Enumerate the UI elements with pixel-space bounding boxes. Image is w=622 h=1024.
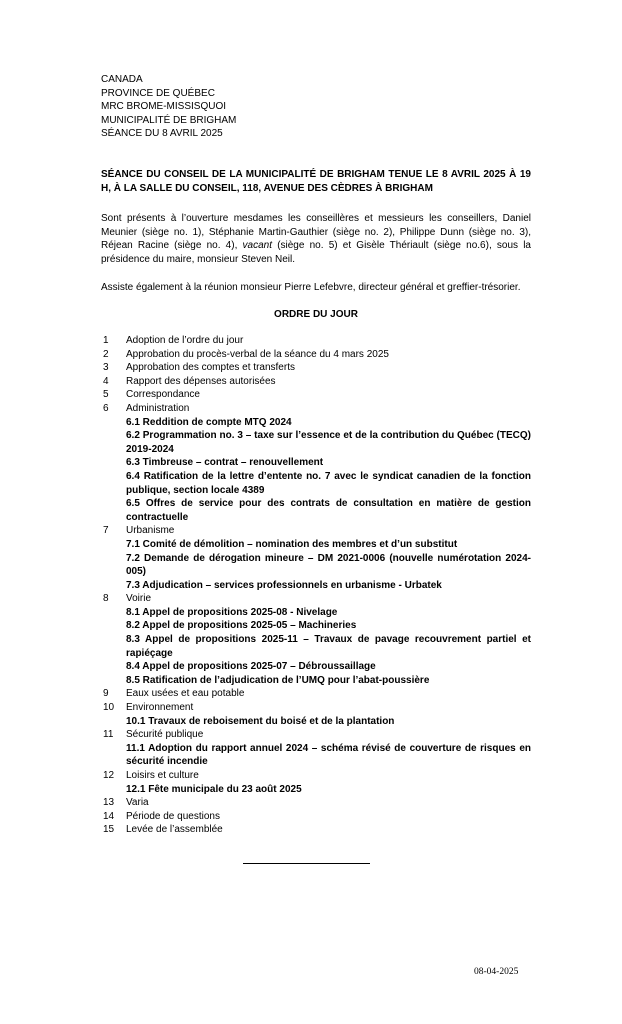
agenda-item [101, 810, 531, 824]
header-line: MUNICIPALITÉ DE BRIGHAM [101, 114, 237, 126]
agenda-item-number: 13 [103, 797, 115, 809]
agenda-item [101, 361, 531, 375]
agenda-item-number: 14 [103, 810, 115, 822]
agenda-subitem: 8.1 Appel de propositions 2025-08 - Nivelage [126, 606, 338, 618]
agenda-subitem: 6.4 Ratification de la lettre d’entente no. 7 avec le syndicat canadien de la fonction publique, section locale 4389 [126, 470, 531, 496]
agenda-subitem: 10.1 Travaux de reboisement du boisé et de la plantation [126, 715, 395, 727]
agenda-subitem: 6.2 Programmation no. 3 – taxe sur l’essence et de la contribution du Québec (TECQ) 2019-2024 [126, 430, 531, 455]
presence-text-part1: Sont présents à l’ouverture mesdames les conseillères et messieurs les conseillers, Daniel Meunier (siège no. 1), Stéphanie Martin-Gauthier (siège no. 2), Philippe Dunn (siège no. 3), Réjean Racine (siège no. 4), [101, 213, 531, 252]
document-header [101, 73, 236, 141]
agenda-item-label: Adoption de l’ordre du jour [126, 335, 244, 346]
meeting-title: SÉANCE DU CONSEIL DE LA MUNICIPALITÉ DE BRIGHAM TENUE LE 8 AVRIL 2025 À 19 H, À LA SALLE DU CONSEIL, 118, AVENUE DES CÈDRES À BRIGHAM [101, 169, 531, 194]
agenda-item [101, 687, 531, 701]
agenda-item-label: Levée de l’assemblée [126, 824, 223, 836]
header-line: CANADA [101, 74, 143, 85]
agenda-item [101, 334, 531, 348]
agenda-item [101, 701, 531, 728]
header-line: PROVINCE DE QUÉBEC [101, 87, 215, 99]
agenda-title: ORDRE DU JOUR [274, 309, 358, 320]
header-line: MRC BROME-MISSISQUOI [101, 101, 227, 113]
agenda-subitem: 8.4 Appel de propositions 2025-07 – Débroussaillage [126, 661, 376, 673]
agenda-item-label: Eaux usées et eau potable [126, 688, 245, 700]
agenda-subitem: 7.3 Adjudication – services professionnels en urbanisme - Urbatek [126, 579, 442, 591]
agenda-item-label: Sécurité publique [126, 729, 204, 741]
agenda-item-number: 7 [103, 525, 109, 537]
agenda-subitem: 12.1 Fête municipale du 23 août 2025 [126, 783, 302, 795]
agenda-subitem: 8.5 Ratification de l’adjudication de l’UMQ pour l’abat-poussière [126, 674, 430, 686]
agenda-item-number: 11 [103, 729, 114, 741]
footer-date: 08-04-2025 [474, 967, 519, 977]
agenda-item-label: Approbation du procès-verbal de la séance du 4 mars 2025 [126, 348, 389, 360]
agenda-item-number: 9 [103, 688, 109, 700]
agenda-item-number: 4 [103, 375, 109, 387]
agenda-item-label: Rapport des dépenses autorisées [126, 375, 276, 387]
agenda-item-label: Voirie [126, 593, 152, 605]
agenda-item-number: 3 [103, 362, 109, 374]
agenda-item [101, 823, 531, 837]
signature-line [243, 863, 370, 864]
agenda-item-label: Correspondance [126, 389, 200, 401]
agenda-item-number: 6 [103, 402, 109, 414]
presence-vacant: vacant [242, 240, 273, 252]
presence-paragraph [101, 212, 531, 266]
agenda-item [101, 348, 531, 362]
agenda-item [101, 524, 531, 592]
agenda-subitem: 6.3 Timbreuse – contrat – renouvellement [126, 457, 324, 469]
agenda-item [101, 796, 531, 810]
agenda-item [101, 728, 531, 769]
agenda-subitem: 7.2 Demande de dérogation mineure – DM 2021-0006 (nouvelle numérotation 2024-005) [126, 552, 531, 578]
presence-text-part2: (siège no. 5) et Gisèle Thériault (siège no.6), sous la présidence du maire, monsieur Steven Neil. [101, 240, 531, 265]
agenda-item [101, 388, 531, 402]
agenda-item-label: Loisirs et culture [126, 770, 199, 781]
agenda-subitem: 6.1 Reddition de compte MTQ 2024 [126, 416, 292, 428]
agenda-item-number: 5 [103, 389, 109, 401]
assistance-paragraph: Assiste également à la réunion monsieur Pierre Lefebvre, directeur général et greffier-trésorier. [101, 282, 521, 293]
header-line: SÉANCE DU 8 AVRIL 2025 [101, 128, 223, 140]
agenda-subitem: 8.2 Appel de propositions 2025-05 – Machineries [126, 620, 357, 632]
agenda-item-label: Varia [126, 797, 149, 809]
agenda-item-number: 10 [103, 702, 115, 714]
agenda-item-number: 2 [103, 348, 109, 360]
agenda-subitem: 8.3 Appel de propositions 2025-11 – Travaux de pavage recouvrement partiel et rapiéçage [126, 634, 531, 659]
agenda-item-number: 15 [103, 824, 115, 836]
agenda-item [101, 375, 531, 389]
agenda-subitem: 7.1 Comité de démolition – nomination des membres et d’un substitut [126, 538, 458, 550]
agenda-item-label: Environnement [126, 702, 194, 714]
agenda-item-number: 12 [103, 770, 115, 781]
agenda-item-label: Administration [126, 402, 190, 414]
agenda-item-number: 8 [103, 593, 109, 605]
agenda-item-number: 1 [103, 335, 109, 346]
agenda-subitem: 11.1 Adoption du rapport annuel 2024 – schéma révisé de couverture de risques en sécurité incendie [126, 742, 531, 768]
agenda-subitem: 6.5 Offres de service pour des contrats de consultation en matière de gestion contractuelle [126, 498, 531, 523]
agenda-list [101, 334, 531, 837]
agenda-item [101, 592, 531, 687]
agenda-item-label: Période de questions [126, 810, 220, 822]
agenda-item [101, 769, 531, 796]
agenda-item-label: Approbation des comptes et transferts [126, 362, 295, 374]
agenda-item-label: Urbanisme [126, 525, 175, 537]
agenda-item [101, 402, 531, 524]
